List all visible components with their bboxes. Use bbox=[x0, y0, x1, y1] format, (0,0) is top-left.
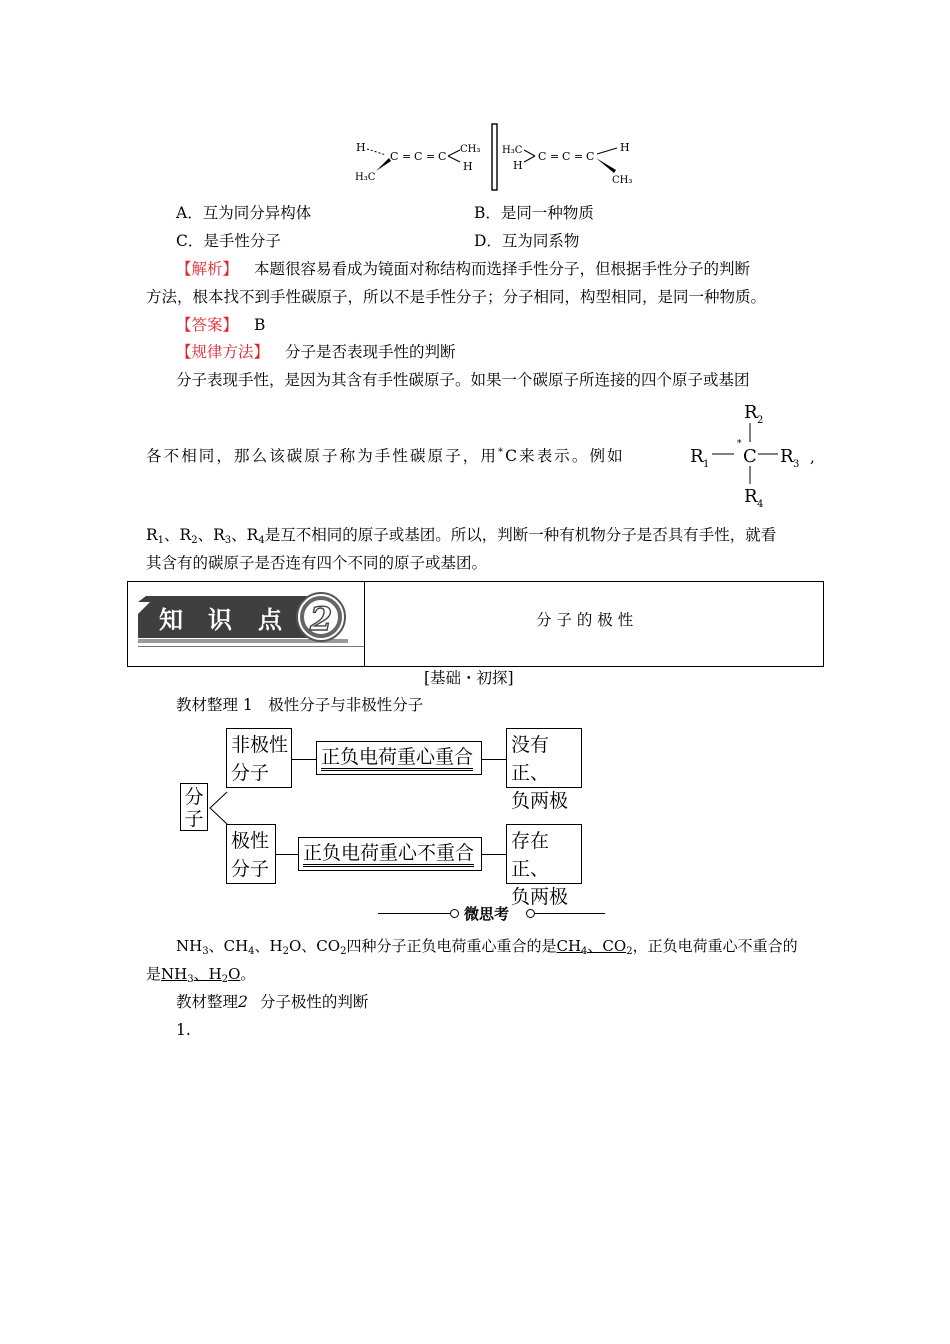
kp-char-1: 知 bbox=[159, 606, 183, 634]
left-c2: C bbox=[414, 150, 423, 163]
r3-index: 3 bbox=[793, 459, 800, 470]
knowledge-point-badge bbox=[134, 592, 366, 654]
method-label: 【规律方法】 bbox=[176, 343, 270, 361]
left-ch3: CH₃ bbox=[460, 144, 481, 155]
mirror-molecule-figure bbox=[352, 122, 642, 192]
branch-bracket bbox=[207, 790, 229, 826]
r1-symbol: R bbox=[690, 446, 704, 467]
kp-char-2: 识 bbox=[208, 606, 232, 634]
left-h3c: H₃C bbox=[355, 172, 376, 183]
nonpolar-molecule-box: 非极性 分子 bbox=[226, 728, 292, 788]
section2-item-1: 1. bbox=[176, 1021, 191, 1039]
r1-index: 1 bbox=[703, 459, 710, 470]
option-b: B．是同一种物质 bbox=[474, 204, 594, 222]
nonpolar-result-box: 没有正、 负两极 bbox=[506, 728, 582, 788]
analysis-label: 【解析】 bbox=[176, 260, 239, 278]
polar-result-box: 存在正、 负两极 bbox=[506, 824, 582, 884]
think-label: 微思考 bbox=[464, 905, 510, 923]
r4-symbol: R bbox=[744, 486, 758, 507]
center-carbon: C bbox=[743, 446, 757, 467]
mirror-plane bbox=[492, 124, 497, 190]
left-c3: C bbox=[438, 150, 447, 163]
think-line1: $NH_3$、$CH_4$、$H_2O$、$CO_2$四种分子正负电荷重心重合的是$CH_4$、$CO_2$，正负电荷重心不重合的 bbox=[176, 937, 798, 957]
nonpolar-condition-box: 正负电荷重心重合 bbox=[316, 741, 482, 775]
left-c1: C bbox=[390, 150, 399, 163]
right-eq2: = bbox=[574, 150, 584, 163]
think-line2: 是$NH_3$、$H_2O$。 bbox=[146, 965, 256, 985]
method-title: 分子是否表现手性的判断 bbox=[285, 343, 456, 361]
analysis-line1 bbox=[176, 259, 750, 279]
section2-heading: 教材整理2 分子极性的判断 bbox=[176, 993, 369, 1011]
right-h3c: H₃C bbox=[502, 145, 523, 156]
answer-value: B bbox=[254, 316, 266, 334]
chiral-star: * bbox=[737, 439, 742, 449]
r3-symbol: R bbox=[780, 446, 794, 467]
kp-title: 分 子 的 极 性 bbox=[536, 611, 634, 629]
kp-number: 2 bbox=[310, 600, 333, 638]
knowledge-point-banner bbox=[127, 581, 824, 667]
chiral-carbon-formula bbox=[688, 398, 820, 516]
r2-symbol: R bbox=[744, 402, 758, 423]
think-divider bbox=[378, 904, 606, 924]
right-h-top: H bbox=[620, 141, 630, 154]
left-h-top: H bbox=[356, 141, 366, 154]
analysis-text-1: 本题很容易看成为镜面对称结构而选择手性分子，但根据手性分子的判断 bbox=[254, 260, 751, 278]
option-a: A．互为同分异构体 bbox=[176, 204, 312, 222]
polar-molecule-box: 极性 分子 bbox=[226, 824, 276, 884]
right-c1: C bbox=[538, 150, 547, 163]
answer-line bbox=[176, 315, 265, 335]
method-p1: 分子表现手性，是因为其含有手性碳原子。如果一个碳原子所连接的四个原子或基团 bbox=[176, 371, 750, 389]
answer-label: 【答案】 bbox=[176, 316, 239, 334]
r2-index: 2 bbox=[757, 415, 764, 426]
right-c2: C bbox=[562, 150, 571, 163]
method-p3: $R_1$、$R_2$、$R_3$、$R_4$是互不相同的原子或基团。所以，判断一种有机物分子是否具有手性，就看 bbox=[146, 526, 777, 546]
right-ch3: CH₃ bbox=[612, 175, 633, 186]
option-d: D．互为同系物 bbox=[474, 232, 580, 250]
stage-label: [基础・初探] bbox=[424, 669, 514, 687]
right-eq1: = bbox=[550, 150, 560, 163]
left-eq1: = bbox=[402, 150, 412, 163]
polar-condition-box: 正负电荷重心不重合 bbox=[298, 837, 482, 871]
think-answer-1: $CH_4$、$CO_2$ bbox=[556, 937, 633, 957]
think-answer-2: $NH_3$、$H_2O$ bbox=[161, 965, 241, 985]
analysis-line2: 方法，根本找不到手性碳原子，所以不是手性分子；分子相同，构型相同，是同一种物质。 bbox=[146, 288, 767, 306]
option-c: C．是手性分子 bbox=[176, 232, 281, 250]
section1-heading: 教材整理 1 极性分子与非极性分子 bbox=[176, 696, 424, 714]
kp-char-3: 点 bbox=[258, 606, 282, 634]
svg-text:,: , bbox=[810, 448, 815, 466]
r4-index: 4 bbox=[757, 499, 764, 510]
right-c3: C bbox=[586, 150, 595, 163]
left-h-bot: H bbox=[463, 160, 473, 173]
right-h-bot: H bbox=[513, 159, 523, 172]
left-eq2: = bbox=[426, 150, 436, 163]
method-p4: 其含有的碳原子是否连有四个不同的原子或基团。 bbox=[146, 554, 488, 572]
method-p2: 各不相同，那么该碳原子称为手性碳原子，用*C来表示。例如 bbox=[146, 447, 625, 465]
method-heading bbox=[176, 342, 456, 362]
root-molecule-box: 分 子 bbox=[180, 783, 208, 831]
